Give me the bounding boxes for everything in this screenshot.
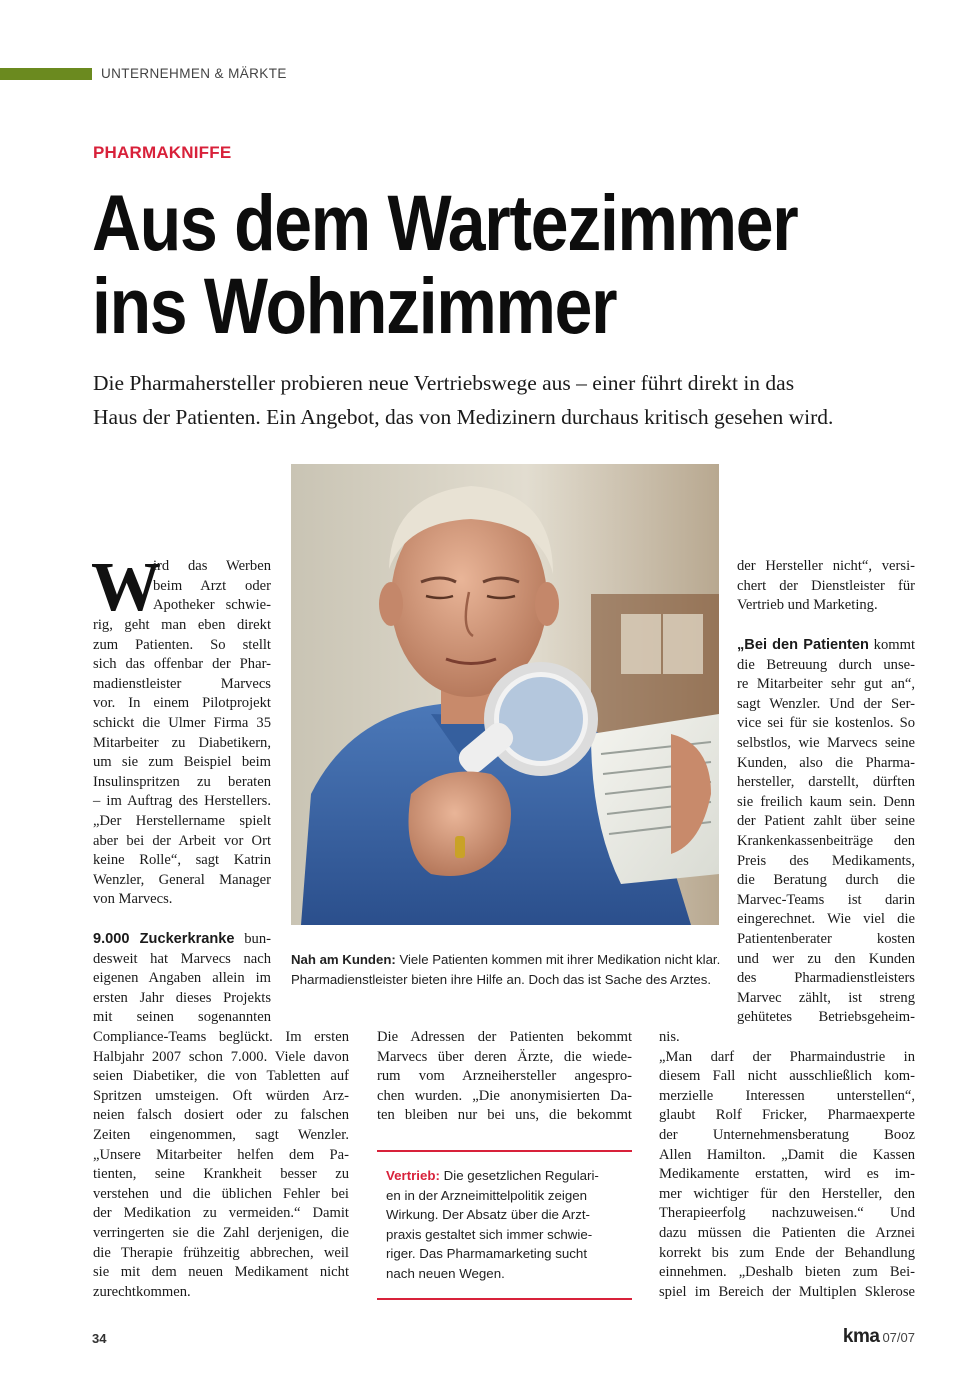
body-line: hersteller, darstellt, dürften: [737, 774, 915, 791]
body-line: madienstleister Marvecs: [93, 675, 271, 692]
body-line: die Beratung durch die: [737, 872, 915, 889]
body-line: der Medikation zu vermeiden.“ Damit: [93, 1205, 349, 1222]
body-line: glaubt Rolf Fricker, Pharmaexperte: [659, 1107, 915, 1124]
body-line: seien Diabetiker, die von Tabletten auf: [93, 1068, 349, 1085]
info-line: Wirkung. Der Absatz über die Arzt-: [386, 1207, 590, 1223]
magazine-logo: kma: [842, 1326, 880, 1347]
body-line: Marvecs über deren Ärzte, die wiede-: [377, 1048, 632, 1065]
body-line: von Marvecs.: [93, 891, 173, 908]
caption-line: [291, 950, 731, 970]
body-line: „Man darf der Pharmaindustrie in: [659, 1048, 915, 1065]
section-label: UNTERNEHMEN & MÄRKTE: [101, 66, 287, 81]
column-1-text: [93, 616, 271, 910]
body-line: vor. In einem Pilotprojekt: [93, 695, 271, 712]
caption-text: Viele Patienten kommen mit ihrer Medikation nicht klar.: [395, 952, 721, 967]
body-line: spiel im Bereich der Multiplen Sklerose: [659, 1283, 915, 1300]
info-label: Vertrieb:: [386, 1168, 440, 1183]
kicker: PHARMAKNIFFE: [93, 143, 232, 162]
body-line: rig, geht man eben direkt: [93, 617, 271, 633]
body-line: merzielle Interessen unterstellen“,: [659, 1087, 915, 1104]
photo-caption: [291, 950, 731, 990]
column-1-wide-text: [93, 1028, 349, 1302]
body-line: sie mit dem neuen Medikament nicht: [93, 1264, 349, 1281]
body-line: der Unternehmensberatung Booz: [659, 1126, 915, 1143]
info-line: riger. Das Pharmamarketing sucht: [386, 1246, 588, 1262]
body-line: verringerten sie die Zahl derjenigen, die: [93, 1224, 349, 1241]
body-line: Marvec-Teams ist darin: [737, 891, 915, 908]
body-line: – im Auftrag des Herstellers.: [93, 793, 271, 810]
info-line: en in der Arzneimittelpolitik zeigen: [386, 1187, 588, 1203]
drop-cap: W: [91, 549, 161, 626]
body-line: chert der Dienstleister für: [737, 577, 915, 594]
body-line: die Betreuung durch unse-: [737, 656, 915, 673]
body-line: keine Rolle“, sagt Katrin: [93, 852, 271, 869]
body-line: tienten, seine Krankheit besser zu: [93, 1166, 349, 1183]
info-line: praxis gestaltet sich immer schwie-: [386, 1226, 593, 1242]
body-line: Compliance-Teams beglückt. Im ersten: [93, 1029, 349, 1045]
body-line: desweit hat Marvecs nach: [93, 950, 271, 967]
body-text: bun-: [234, 931, 271, 947]
body-line: mer wichtiger für den Hersteller, den: [659, 1185, 915, 1202]
para-lead-in: 9.000 Zuckerkranke: [93, 931, 235, 947]
body-line: selbstlos, wie Marvecs seine: [737, 734, 915, 751]
photo-illustration: [291, 464, 719, 925]
body-line: neien falsch dosiert oder zu falschen: [93, 1107, 349, 1124]
body-line: zurechtkommen.: [93, 1283, 191, 1300]
article-photo: [291, 464, 719, 925]
body-line: Spritzen umsteigen. Oft würden Arz-: [93, 1087, 349, 1104]
body-line: [737, 636, 915, 656]
body-line: Allen Hamilton. „Damit die Kassen: [659, 1146, 915, 1163]
body-line: [93, 930, 271, 950]
standfirst-line: Haus der Patienten. Ein Angebot, das von Medizinern durchaus kritisch gesehen wird.: [93, 405, 834, 429]
body-line: Vertrieb und Marketing.: [737, 597, 878, 614]
issue-number: 07/07: [882, 1330, 915, 1345]
body-line: nis.: [659, 1029, 680, 1045]
body-line: Mitarbeiter zu Diabetikern,: [93, 734, 271, 751]
body-line: Krankenkassenbeiträge den: [737, 832, 915, 849]
body-line: einnehmen. „Deshalb bieten zum Bei-: [659, 1264, 915, 1281]
magazine-footer: [843, 1326, 915, 1348]
column-3-wide-text: [659, 1028, 915, 1302]
body-line: Insulinspritzen zu beraten: [93, 773, 271, 790]
body-line: und wer zu den Kunden: [737, 950, 915, 967]
info-box-text: [386, 1166, 599, 1284]
body-line: gehütetes Betriebsgeheim-: [737, 1009, 915, 1026]
body-line: eingerechnet. Wie viel die: [737, 911, 915, 928]
body-line: sagt Wenzler. Und der Ser-: [737, 695, 915, 712]
dropcap-text: [153, 557, 271, 616]
headline: [92, 178, 798, 350]
para-lead-in: „Bei den Patienten: [737, 637, 869, 653]
body-line: sie freilich kaum sein. Denn: [737, 793, 915, 810]
body-line: chen wurden. „Die anonymisierten Da-: [377, 1087, 632, 1104]
body-line: der Hersteller nicht“, versi-: [737, 558, 915, 574]
body-line: beim Arzt oder: [153, 577, 271, 594]
body-line: schickt die Ulmer Firma 35: [93, 714, 271, 731]
body-line: Marvec zählt, ist streng: [737, 989, 915, 1006]
body-line: Kunden, also die Pharma-: [737, 754, 915, 771]
body-text: kommt: [868, 637, 916, 653]
body-line: „Unsere Mitarbeiter helfen dem Pa-: [93, 1146, 349, 1163]
page-number: 34: [92, 1331, 107, 1346]
info-line: [386, 1166, 599, 1186]
info-line: nach neuen Wegen.: [386, 1265, 505, 1281]
body-line: „Der Herstellername spielt: [93, 812, 271, 829]
headline-line-1: Aus dem Wartezimmer: [92, 178, 798, 267]
section-color-bar: [0, 68, 92, 80]
body-line: ersten Jahr dieses Projekts: [93, 989, 271, 1006]
standfirst: [93, 366, 933, 434]
body-line: zum Patienten. So stellt: [93, 636, 271, 653]
body-line: dazu müssen die Patienten die Arznei: [659, 1224, 915, 1241]
body-line: sich das offenbar der Phar-: [93, 656, 271, 673]
column-1-para-2: [93, 930, 271, 1028]
body-line: ten bleiben nur bei uns, die bekommt: [377, 1107, 632, 1124]
body-line: Wenzler, General Manager: [93, 871, 271, 888]
body-line: aber bei der Arbeit vor Ort: [93, 832, 271, 849]
body-line: Patientenberater kosten: [737, 930, 915, 947]
column-3-para-2: [737, 636, 915, 1028]
headline-line-2: ins Wohnzimmer: [92, 261, 617, 350]
info-text: Die gesetzlichen Regulari-: [439, 1168, 599, 1183]
body-line: mit seinen sogenannten: [93, 1009, 271, 1026]
body-line: die Therapie frühzeitig abbrechen, weil: [93, 1244, 349, 1261]
body-line: um sie zum Beispiel beim: [93, 754, 271, 771]
body-line: vice sei für sie kostenlos. So: [737, 715, 915, 732]
body-line: ird das Werben: [153, 558, 271, 574]
body-line: diesem Fall nicht ausschließlich kom-: [659, 1068, 915, 1085]
body-line: korrekt bis zum Ende der Behandlung: [659, 1244, 915, 1261]
body-line: Halbjahr 2007 schon 7.000. Viele davon: [93, 1048, 349, 1065]
body-line: Medikamente erstatten, wird es im-: [659, 1166, 915, 1183]
body-line: Therapieerfolg nachzuweisen.“ Und: [659, 1205, 915, 1222]
body-line: eigenen Angaben allein im: [93, 970, 271, 987]
body-line: re Mitarbeiter sehr gut an“,: [737, 676, 915, 693]
body-line: des Pharmadienstleisters: [737, 970, 915, 987]
body-line: Apotheker schwie-: [153, 597, 271, 614]
column-3-text: [737, 557, 915, 616]
column-2-text: [377, 1028, 632, 1126]
standfirst-line: Die Pharmahersteller probieren neue Vertriebswege aus – einer führt direkt in das: [93, 371, 795, 395]
caption-line: Pharmadienstleister bieten ihre Hilfe an. Doch das ist Sache des Arztes.: [291, 972, 712, 987]
body-line: rum vom Arzneihersteller angespro-: [377, 1068, 632, 1085]
body-line: Preis des Medikaments,: [737, 852, 915, 869]
body-line: verstehen und die üblichen Fehler bei: [93, 1185, 349, 1202]
body-line: Die Adressen der Patienten bekommt: [377, 1029, 632, 1045]
body-line: Zeiten eingenommen, sagt Wenzler.: [93, 1126, 349, 1143]
body-line: der Patient zahlt über seine: [737, 813, 915, 830]
caption-label: Nah am Kunden:: [291, 952, 396, 967]
